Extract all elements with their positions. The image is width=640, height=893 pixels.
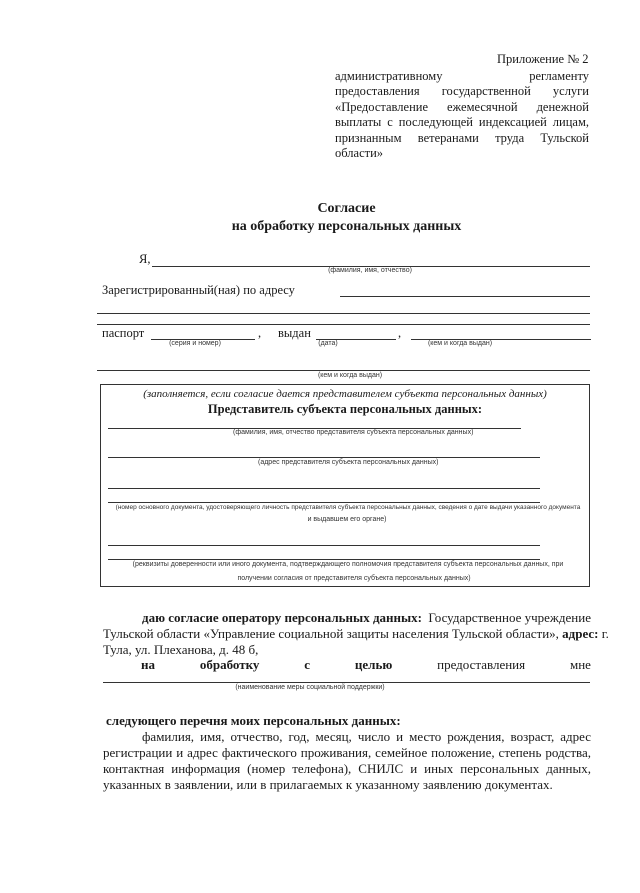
rep-power-caption: (реквизиты доверенности или иного документа, подтверждающего полномочия представителя субъекта персональных данных, при [132, 561, 564, 568]
list-text [103, 729, 591, 793]
appendix-line: выплаты с последующей индексацией лицам, [335, 115, 589, 130]
operator-name: Тульской области «Управление социальной защиты населения Тульской области», [103, 626, 559, 641]
list-line: фамилия, имя, отчество, год, месяц, число и место рождения, возраст, адрес [142, 729, 591, 744]
list-heading: следующего перечня моих персональных данных: [106, 713, 401, 728]
representative-heading: Представитель субъекта персональных данных: [207, 402, 483, 416]
rep-power-caption-2: получении согласия от представителя субъекта персональных данных) [237, 575, 471, 582]
rep-doc-caption-2: и выдавшем его органе) [307, 516, 387, 523]
address-field-1[interactable] [340, 296, 590, 297]
purpose-word: мне [569, 657, 591, 672]
comma-separator: , [398, 326, 402, 340]
rep-doc-caption: (номер основного документа, удостоверяющего личность представителя субъекта персональных данных, сведения о дате выдачи указанного документа [115, 504, 581, 511]
address-city-start: г. [598, 626, 609, 641]
appendix-number: Приложение № 2 [497, 52, 589, 66]
rep-fio-caption: (фамилия, имя, отчество представителя субъекта персональных данных) [233, 429, 474, 436]
address-field-2[interactable] [97, 313, 590, 314]
page-subtitle: на обработку персональных данных [231, 219, 462, 234]
i-label: Я, [139, 252, 151, 266]
purpose-word: обработку [199, 657, 260, 672]
purpose-line [141, 657, 591, 673]
representative-note: (заполняется, если согласие дается представителем субъекта персональных данных) [143, 388, 547, 400]
rep-power-field-2[interactable] [108, 559, 540, 560]
measure-caption: (наименование меры социальной поддержки) [235, 684, 385, 691]
appendix-line: области» [335, 146, 384, 161]
address-field-3[interactable] [97, 324, 590, 325]
operator-name-start: Государственное учреждение [428, 610, 591, 625]
rep-power-field-1[interactable] [108, 545, 540, 546]
passport-label: паспорт [102, 326, 145, 340]
issued-label: выдан [278, 326, 311, 340]
measure-field[interactable] [103, 682, 590, 683]
page-title: Согласие [317, 201, 376, 216]
purpose-word: с [304, 657, 311, 672]
consent-line-3: Тула, ул. Плеханова, д. 48 б, [103, 642, 259, 657]
consent-line-1 [142, 610, 591, 626]
address-label: адрес: [562, 626, 599, 641]
consent-line-2 [103, 626, 609, 642]
consent-lead: даю согласие оператору персональных данных: [142, 610, 422, 625]
appendix-line: признанным ветеранами труда Тульской [335, 130, 589, 145]
issuer-field-2[interactable] [97, 370, 590, 371]
list-line: контактная информация (номер телефона), СНИЛС и иных персональных данных, [103, 761, 591, 776]
purpose-word: целью [354, 657, 393, 672]
rep-doc-field-1[interactable] [108, 488, 540, 489]
date-caption: (дата) [318, 340, 338, 347]
series-caption: (серия и номер) [169, 340, 221, 347]
rep-doc-field-2[interactable] [108, 502, 540, 503]
comma-separator: , [258, 326, 262, 340]
purpose-word: на [141, 657, 155, 672]
appendix-line: предоставления государственной услуги [335, 84, 589, 99]
appendix-line: административному регламенту [335, 69, 589, 83]
registered-label: Зарегистрированный(ная) по адресу [102, 283, 295, 297]
list-line: регистрации и адрес фактического проживания, семейное положение, степень родства, [103, 745, 591, 760]
rep-address-field[interactable] [108, 457, 540, 458]
fio-caption: (фамилия, имя, отчество) [328, 267, 412, 274]
appendix-text [335, 69, 589, 161]
purpose-word: предоставления [437, 657, 526, 672]
issuer-caption: (кем и когда выдан) [427, 340, 493, 347]
appendix-line: «Предоставление ежемесячной денежной [335, 99, 589, 114]
issuer-caption-2: (кем и когда выдан) [317, 372, 383, 379]
list-line: указанных в заявлении, или в прилагаемых к указанному заявлению документах. [103, 777, 553, 792]
rep-address-caption: (адрес представителя субъекта персональных данных) [258, 459, 439, 466]
